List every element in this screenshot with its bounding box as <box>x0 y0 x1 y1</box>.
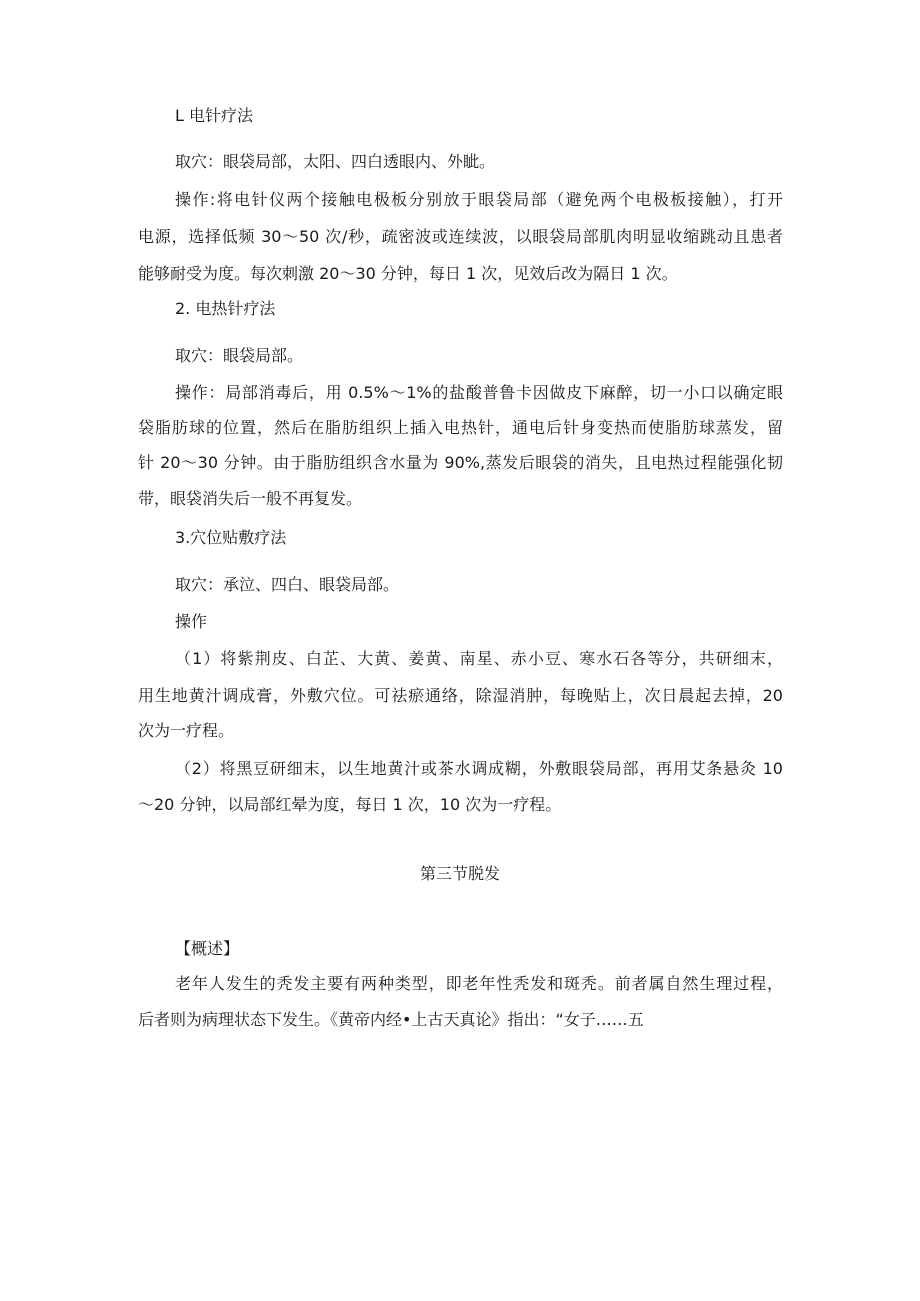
operation-line: 操作:将电针仪两个接触电极板分别放于眼袋局部（避免两个电极板接触），打开 <box>175 190 783 209</box>
operation-line: 电源，选择低频 30～50 次/秒，疏密波或连续波，以眼袋局部肌肉明显收缩跳动且患者 <box>138 227 783 246</box>
section-heading-electrothermal-needle: 2. 电热针疗法 <box>175 299 276 318</box>
operation-line: 针 20～30 分钟。由于脂肪组织含水量为 90%,蒸发后眼袋的消失，且电热过程能强化韧 <box>138 453 783 472</box>
acupoint-selection: 取穴：眼袋局部。 <box>175 346 304 365</box>
operation-line: 能够耐受为度。每次刺激 20～30 分钟，每日 1 次，见效后改为隔日 1 次。 <box>138 264 678 283</box>
acupoint-selection: 取穴：承泣、四白、眼袋局部。 <box>175 575 400 594</box>
operation-line: 带，眼袋消失后一般不再复发。 <box>138 489 363 508</box>
overview-label: 【概述】 <box>175 939 240 958</box>
operation-line: 操作：局部消毒后，用 0.5%～1%的盐酸普鲁卡因做皮下麻醉，切一小口以确定眼 <box>175 383 783 402</box>
operation-line: 袋脂肪球的位置，然后在脂肪组织上插入电热针，通电后针身变热而使脂肪球蒸发，留 <box>138 418 783 437</box>
numbered-item-line: ～20 分钟，以局部红晕为度，每日 1 次，10 次为一疗程。 <box>138 795 562 814</box>
overview-line: 后者则为病理状态下发生。《黄帝内经•上古天真论》指出：“女子……五 <box>138 1010 644 1029</box>
numbered-item-line: 次为一疗程。 <box>138 721 235 740</box>
overview-line: 老年人发生的秃发主要有两种类型，即老年性秃发和斑秃。前者属自然生理过程， <box>175 974 783 993</box>
section-heading-acupoint-application: 3.穴位贴敷疗法 <box>175 528 287 547</box>
operation-label: 操作 <box>175 612 208 631</box>
acupoint-selection: 取穴：眼袋局部，太阳、四白透眼内、外眦。 <box>175 152 496 171</box>
numbered-item-line: 用生地黄汁调成膏，外敷穴位。可祛瘀通络，除湿消肿，每晚贴上，次日晨起去掉，20 <box>138 686 783 705</box>
section-heading-electroacupuncture: L 电针疗法 <box>175 106 254 125</box>
chapter-section-title: 第三节脱发 <box>419 864 500 883</box>
numbered-item-line: （2）将黑豆研细末，以生地黄汁或茶水调成糊，外敷眼袋局部，再用艾条悬灸 10 <box>175 759 783 778</box>
numbered-item-line: （1）将紫荆皮、白芷、大黄、姜黄、南星、赤小豆、寒水石各等分，共研细末， <box>175 649 783 668</box>
